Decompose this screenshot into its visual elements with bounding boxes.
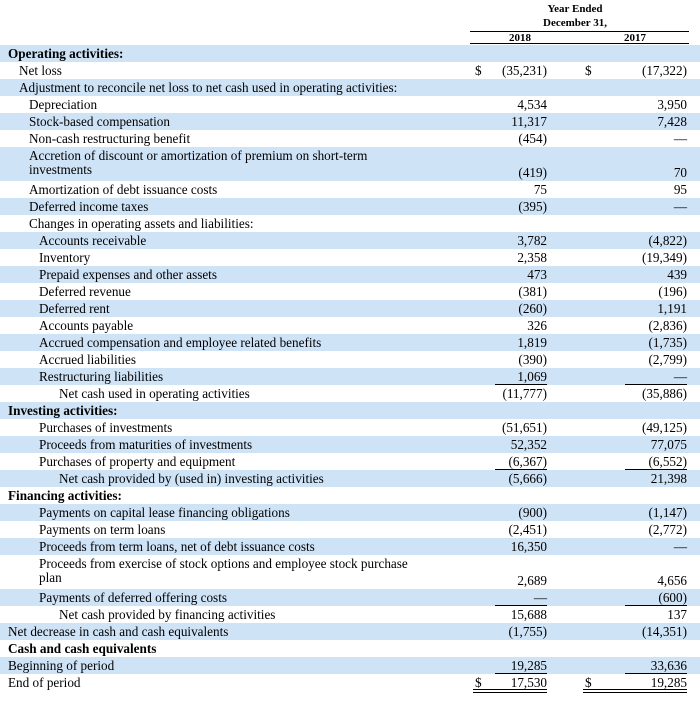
statement-row bbox=[0, 181, 700, 198]
statement-row bbox=[0, 317, 700, 334]
statement-row bbox=[0, 419, 700, 436]
value-2017: (14,351) bbox=[641, 624, 687, 639]
value-2017: 1,191 bbox=[657, 301, 687, 316]
row-label bbox=[39, 589, 227, 606]
row-label-text: Net cash used in operating activities bbox=[59, 386, 250, 401]
value-2018: — bbox=[533, 590, 547, 605]
value-2017: (1,147) bbox=[648, 505, 687, 520]
value-2017: (1,735) bbox=[648, 335, 687, 350]
row-label bbox=[29, 113, 170, 130]
row-label bbox=[39, 368, 163, 385]
value-2017: (2,799) bbox=[648, 352, 687, 367]
row-label bbox=[39, 300, 110, 317]
row-label-text: Beginning of period bbox=[8, 658, 115, 673]
value-2017: 21,398 bbox=[650, 471, 687, 486]
row-label-text: Proceeds from maturities of investments bbox=[39, 437, 253, 452]
value-2018: 15,688 bbox=[510, 607, 547, 622]
value-2017: 33,636 bbox=[650, 658, 687, 673]
statement-row bbox=[0, 436, 700, 453]
row-label bbox=[39, 504, 290, 521]
value-2017: (35,886) bbox=[641, 386, 687, 401]
row-label bbox=[39, 283, 131, 300]
statement-row bbox=[0, 147, 700, 181]
value-2017: 3,950 bbox=[657, 97, 687, 112]
row-label-text: End of period bbox=[8, 675, 81, 690]
statement-row bbox=[0, 521, 700, 538]
value-2017: — bbox=[673, 199, 687, 214]
value-2017: — bbox=[673, 539, 687, 554]
value-2018: 2,689 bbox=[517, 573, 547, 588]
row-label bbox=[39, 538, 315, 555]
row-label-text: Payments of deferred offering costs bbox=[39, 590, 227, 605]
statement-row bbox=[0, 283, 700, 300]
row-label bbox=[39, 351, 136, 368]
row-label bbox=[29, 215, 254, 232]
row-label bbox=[39, 521, 165, 538]
value-2017: (2,836) bbox=[648, 318, 687, 333]
total-double-rule-2017 bbox=[583, 689, 687, 693]
row-label-text: Purchases of property and equipment bbox=[39, 454, 236, 469]
row-label bbox=[19, 62, 62, 79]
value-2018: (454) bbox=[518, 131, 547, 146]
row-label bbox=[8, 657, 114, 674]
value-2017: 439 bbox=[667, 267, 687, 282]
value-2017: (2,772) bbox=[648, 522, 687, 537]
dollar-sign-2017: $ bbox=[585, 675, 592, 690]
value-2018: (900) bbox=[518, 505, 547, 520]
value-2017: 77,075 bbox=[650, 437, 687, 452]
row-label-text: Amortization of debt issuance costs bbox=[29, 182, 218, 197]
row-label-text: Accrued liabilities bbox=[39, 352, 137, 367]
value-2018: 326 bbox=[527, 318, 547, 333]
row-label bbox=[19, 79, 397, 96]
row-label-text: Inventory bbox=[39, 250, 91, 265]
statement-row bbox=[0, 589, 700, 606]
statement-row bbox=[0, 300, 700, 317]
row-label bbox=[39, 436, 252, 453]
row-label bbox=[59, 470, 324, 487]
row-label-text: Deferred income taxes bbox=[29, 199, 149, 214]
statement-row bbox=[0, 62, 700, 79]
value-2018: 52,352 bbox=[510, 437, 547, 452]
row-label-text: Investing activities: bbox=[8, 403, 118, 418]
value-2018: 17,530 bbox=[510, 675, 547, 690]
value-2017: 4,656 bbox=[657, 573, 687, 588]
value-2017: (4,822) bbox=[648, 233, 687, 248]
row-label-text: Net cash provided by (used in) investing activities bbox=[59, 471, 324, 486]
row-label-text: Payments on term loans bbox=[39, 522, 166, 537]
row-label bbox=[8, 674, 81, 691]
value-2017: 137 bbox=[667, 607, 687, 622]
statement-row bbox=[0, 538, 700, 555]
statement-row bbox=[0, 657, 700, 674]
value-2017: (196) bbox=[658, 284, 687, 299]
statement-row bbox=[0, 79, 700, 96]
value-2017: — bbox=[673, 369, 687, 384]
value-2018: (395) bbox=[518, 199, 547, 214]
column-header-rule bbox=[470, 43, 689, 44]
value-2018: 473 bbox=[527, 267, 547, 282]
statement-row bbox=[0, 249, 700, 266]
value-2018: (260) bbox=[518, 301, 547, 316]
column-header-2017: 2017 bbox=[624, 32, 646, 44]
value-2018: (5,666) bbox=[508, 471, 547, 486]
row-label bbox=[8, 487, 122, 504]
row-label-text: Purchases of investments bbox=[39, 420, 173, 435]
row-label bbox=[29, 149, 367, 177]
row-label-text: Proceeds from term loans, net of debt issuance costs bbox=[39, 539, 315, 554]
statement-row bbox=[0, 606, 700, 623]
row-label bbox=[39, 266, 217, 283]
row-label-text: Prepaid expenses and other assets bbox=[39, 267, 217, 282]
value-2018: (11,777) bbox=[502, 386, 547, 401]
row-label bbox=[8, 402, 118, 419]
statement-row bbox=[0, 453, 700, 470]
total-double-rule-2018 bbox=[473, 689, 547, 693]
statement-row bbox=[0, 555, 700, 589]
statement-row bbox=[0, 504, 700, 521]
dollar-sign-2018: $ bbox=[475, 675, 482, 690]
row-label bbox=[39, 419, 172, 436]
value-2017: (19,349) bbox=[641, 250, 687, 265]
row-label bbox=[8, 623, 228, 640]
value-2018: (1,755) bbox=[508, 624, 547, 639]
statement-row bbox=[0, 232, 700, 249]
value-2018: 75 bbox=[533, 182, 547, 197]
row-label-text: Accounts payable bbox=[39, 318, 134, 333]
statement-row bbox=[0, 96, 700, 113]
value-2017: 7,428 bbox=[657, 114, 687, 129]
value-2018: (6,367) bbox=[508, 454, 547, 469]
value-2018: 16,350 bbox=[510, 539, 547, 554]
period-header-line2: December 31, bbox=[543, 17, 607, 29]
statement-row bbox=[0, 470, 700, 487]
row-label bbox=[59, 385, 250, 402]
row-label bbox=[39, 232, 146, 249]
row-label bbox=[39, 334, 321, 351]
row-label-text: Adjustment to reconcile net loss to net cash used in operating activities: bbox=[19, 80, 398, 95]
value-2018: 19,285 bbox=[510, 658, 547, 673]
row-label-text: Net loss bbox=[19, 63, 62, 78]
statement-row bbox=[0, 45, 700, 62]
value-2018: (2,451) bbox=[508, 522, 547, 537]
value-2017: 19,285 bbox=[650, 675, 687, 690]
statement-row bbox=[0, 674, 700, 691]
row-label bbox=[59, 606, 275, 623]
value-2018: 2,358 bbox=[517, 250, 547, 265]
row-label bbox=[29, 181, 217, 198]
statement-row bbox=[0, 385, 700, 402]
value-2017: (49,125) bbox=[641, 420, 687, 435]
statement-row bbox=[0, 198, 700, 215]
value-2018: 1,819 bbox=[517, 335, 547, 350]
dollar-sign-2018: $ bbox=[475, 63, 482, 78]
statement-row bbox=[0, 402, 700, 419]
statement-row bbox=[0, 640, 700, 657]
statement-row bbox=[0, 113, 700, 130]
row-label-text: Net decrease in cash and cash equivalents bbox=[8, 624, 229, 639]
value-2017: (6,552) bbox=[648, 454, 687, 469]
value-2017: (600) bbox=[658, 590, 687, 605]
column-header-2018: 2018 bbox=[509, 32, 531, 44]
row-label-text: Non-cash restructuring benefit bbox=[29, 131, 191, 146]
row-label-text: Restructuring liabilities bbox=[39, 369, 164, 384]
row-label-text: Deferred revenue bbox=[39, 284, 131, 299]
statement-row bbox=[0, 215, 700, 232]
period-header-line1: Year Ended bbox=[547, 3, 603, 15]
value-2018: (381) bbox=[518, 284, 547, 299]
value-2018: (390) bbox=[518, 352, 547, 367]
value-2018: 1,069 bbox=[517, 369, 547, 384]
row-label-text: Operating activities: bbox=[8, 46, 124, 61]
row-label bbox=[8, 640, 156, 657]
row-label bbox=[39, 453, 235, 470]
statement-row bbox=[0, 368, 700, 385]
row-label-text: Changes in operating assets and liabilities: bbox=[29, 216, 254, 231]
value-2018: (419) bbox=[518, 165, 547, 180]
dollar-sign-2017: $ bbox=[585, 63, 592, 78]
row-label-text: Proceeds from exercise of stock options and employee stock purchase bbox=[39, 556, 408, 571]
row-label bbox=[39, 249, 90, 266]
row-label-continuation: plan bbox=[39, 570, 62, 585]
value-2017: 70 bbox=[673, 165, 687, 180]
statement-row bbox=[0, 266, 700, 283]
value-2018: 4,534 bbox=[517, 97, 547, 112]
row-label bbox=[39, 557, 408, 585]
value-2017: 95 bbox=[673, 182, 687, 197]
row-label-text: Payments on capital lease financing obligations bbox=[39, 505, 290, 520]
row-label bbox=[39, 317, 133, 334]
statement-row bbox=[0, 130, 700, 147]
row-label-text: Accretion of discount or amortization of premium on short-term bbox=[29, 148, 368, 163]
row-label-text: Cash and cash equivalents bbox=[8, 641, 157, 656]
value-2018: (51,651) bbox=[501, 420, 547, 435]
statement-row bbox=[0, 351, 700, 368]
value-2018: (35,231) bbox=[501, 63, 547, 78]
statement-row bbox=[0, 623, 700, 640]
value-2018: 11,317 bbox=[511, 114, 547, 129]
row-label-continuation: investments bbox=[29, 162, 93, 177]
value-2017: — bbox=[673, 131, 687, 146]
value-2017: (17,322) bbox=[641, 63, 687, 78]
row-label-text: Accrued compensation and employee related benefits bbox=[39, 335, 322, 350]
row-label bbox=[29, 96, 97, 113]
row-label bbox=[29, 130, 190, 147]
statement-row bbox=[0, 334, 700, 351]
row-label bbox=[8, 45, 123, 62]
row-label-text: Net cash provided by financing activities bbox=[59, 607, 276, 622]
statement-row bbox=[0, 487, 700, 504]
row-label-text: Financing activities: bbox=[8, 488, 122, 503]
row-label-text: Stock-based compensation bbox=[29, 114, 170, 129]
row-label-text: Accounts receivable bbox=[39, 233, 147, 248]
row-label-text: Depreciation bbox=[29, 97, 98, 112]
row-label-text: Deferred rent bbox=[39, 301, 110, 316]
row-label bbox=[29, 198, 148, 215]
value-2018: 3,782 bbox=[517, 233, 547, 248]
